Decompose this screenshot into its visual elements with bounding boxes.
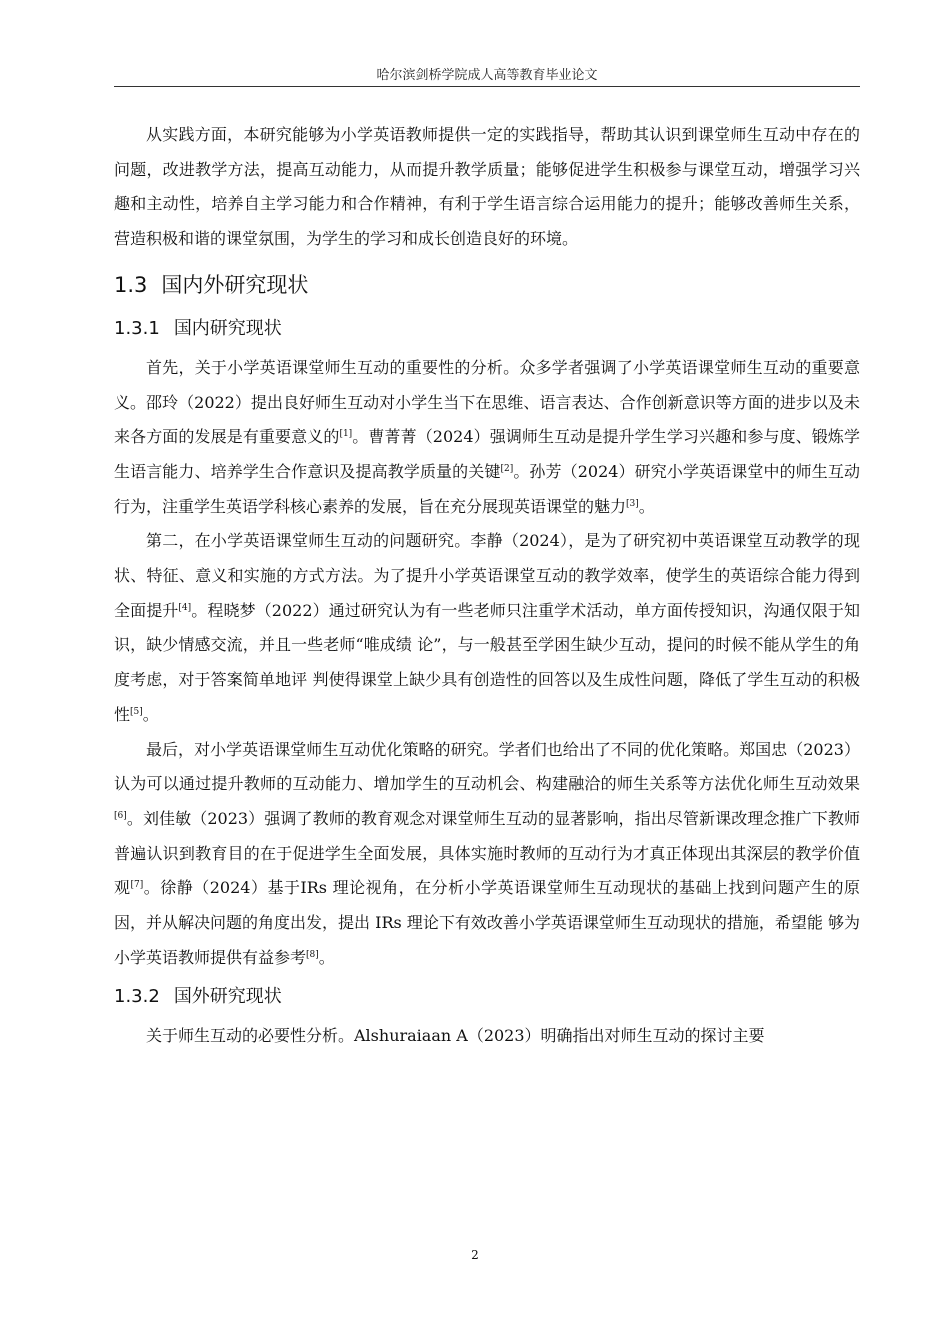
- text-segment: 。孙芳（2024）研究小学英语课堂中的师生互动行为，注重学生英语学科核心素养的发展，旨在充分展现英语课堂的魅力: [114, 461, 860, 516]
- text-segment: 。曹菁菁（2024）强调师生互动是提升学生学习兴趣和参与度、锻炼学生语言能力、培养学生合作意识及提高教学质量的关键: [114, 427, 860, 481]
- text-segment: 。: [318, 947, 335, 967]
- citation-6: [6]: [114, 810, 127, 821]
- section-title: 国内外研究现状: [161, 272, 309, 297]
- text-segment: 最后，对小学英语课堂师生互动优化策略的研究。学者们也给出了不同的优化策略。郑国忠（2023）认为可以通过提升教师的互动能力、增加学生的互动机会、构建融洽的师生关系等方法优化师生互动效果: [114, 739, 860, 794]
- subsection-title: 国内研究现状: [173, 317, 282, 339]
- header-rule: [114, 86, 860, 87]
- subsection-title: 国外研究现状: [173, 986, 282, 1008]
- text-segment: 。程晓梦（2022）通过研究认为有一些老师只注重学术活动，单方面传授知识，沟通仅限于知识，缺少情感交流，并且一些老师“唯成绩 论”，与一般甚至学困生缺少互动，提问的时候不能从学生的角度考虑，对于答案简单地评 判使得课堂上缺少具有创造性的回答以及生成性问题，降低了学生互动的积极性: [114, 600, 860, 724]
- citation-1: [1]: [339, 429, 353, 440]
- text-segment: 。: [142, 704, 159, 724]
- subsection-heading-1-3-1: [114, 307, 860, 351]
- paragraph-strategies: [114, 733, 860, 976]
- citation-2: [2]: [500, 463, 514, 474]
- running-header: 哈尔滨剑桥学院成人高等教育毕业论文: [376, 68, 598, 83]
- citation-5: [5]: [130, 706, 143, 717]
- subsection-number: 1.3.1: [114, 317, 160, 339]
- text-segment: 。刘佳敏（2023）强调了教师的教育观念对课堂师生互动的显著影响，指出尽管新课改理念推广下教师普遍认识到教育目的在于促进学生全面发展，具体实施时教师的互动行为才真正体现出其深层的教学价值观: [114, 808, 860, 898]
- citation-3: [3]: [626, 498, 639, 509]
- text-segment: 第二，在小学英语课堂师生互动的问题研究。李静（2024），是为了研究初中英语课堂互动教学的现状、特征、意义和实施的方式方法。为了提升小学英语课堂互动的教学效率，使学生的英语综合能力得到全面提升: [114, 531, 860, 620]
- paragraph-foreign-research: 关于师生互动的必要性分析。Alshuraiaan A（2023）明确指出对师生互动的探讨主要: [146, 1026, 765, 1046]
- citation-8: [8]: [306, 949, 319, 960]
- text-segment: 。: [638, 496, 655, 516]
- citation-4: [4]: [178, 602, 192, 613]
- section-number: 1.3: [114, 272, 148, 297]
- page-number: 2: [471, 1248, 479, 1262]
- paragraph-importance: [114, 351, 860, 525]
- subsection-heading-1-3-2: [114, 975, 860, 1019]
- paragraph-practical-significance: 从实践方面，本研究能够为小学英语教师提供一定的实践指导，帮助其认识到课堂师生互动中存在的问题，改进教学方法，提高互动能力，从而提升教学质量；能够促进学生积极参与课堂互动，增强学习兴趣和主动性，培养自主学习能力和合作精神，有利于学生语言综合运用能力的提升；能够改善师生关系，营造积极和谐的课堂氛围，为学生的学习和成长创造良好的环境。: [114, 125, 860, 249]
- citation-7: [7]: [130, 880, 144, 891]
- subsection-number: 1.3.2: [114, 986, 160, 1008]
- text-segment: 首先，关于小学英语课堂师生互动的重要性的分析。众多学者强调了小学英语课堂师生互动的重要意义。邵玲（2022）提出良好师生互动对小学生当下在思维、语言表达、合作创新意识等方面的进步以及未来各方面的发展是有重要意义的: [114, 357, 860, 447]
- paragraph-problems: [114, 524, 860, 732]
- page-body: [114, 118, 860, 1054]
- text-segment: 。徐静（2024）基于IRs 理论视角，在分析小学英语课堂师生互动现状的基础上找到问题产生的原因，并从解决问题的角度出发，提出 IRs 理论下有效改善小学英语课堂师生互动现状的措施，希望能 够为小学英语教师提供有益参考: [114, 878, 860, 967]
- section-heading-1-3: [114, 263, 860, 307]
